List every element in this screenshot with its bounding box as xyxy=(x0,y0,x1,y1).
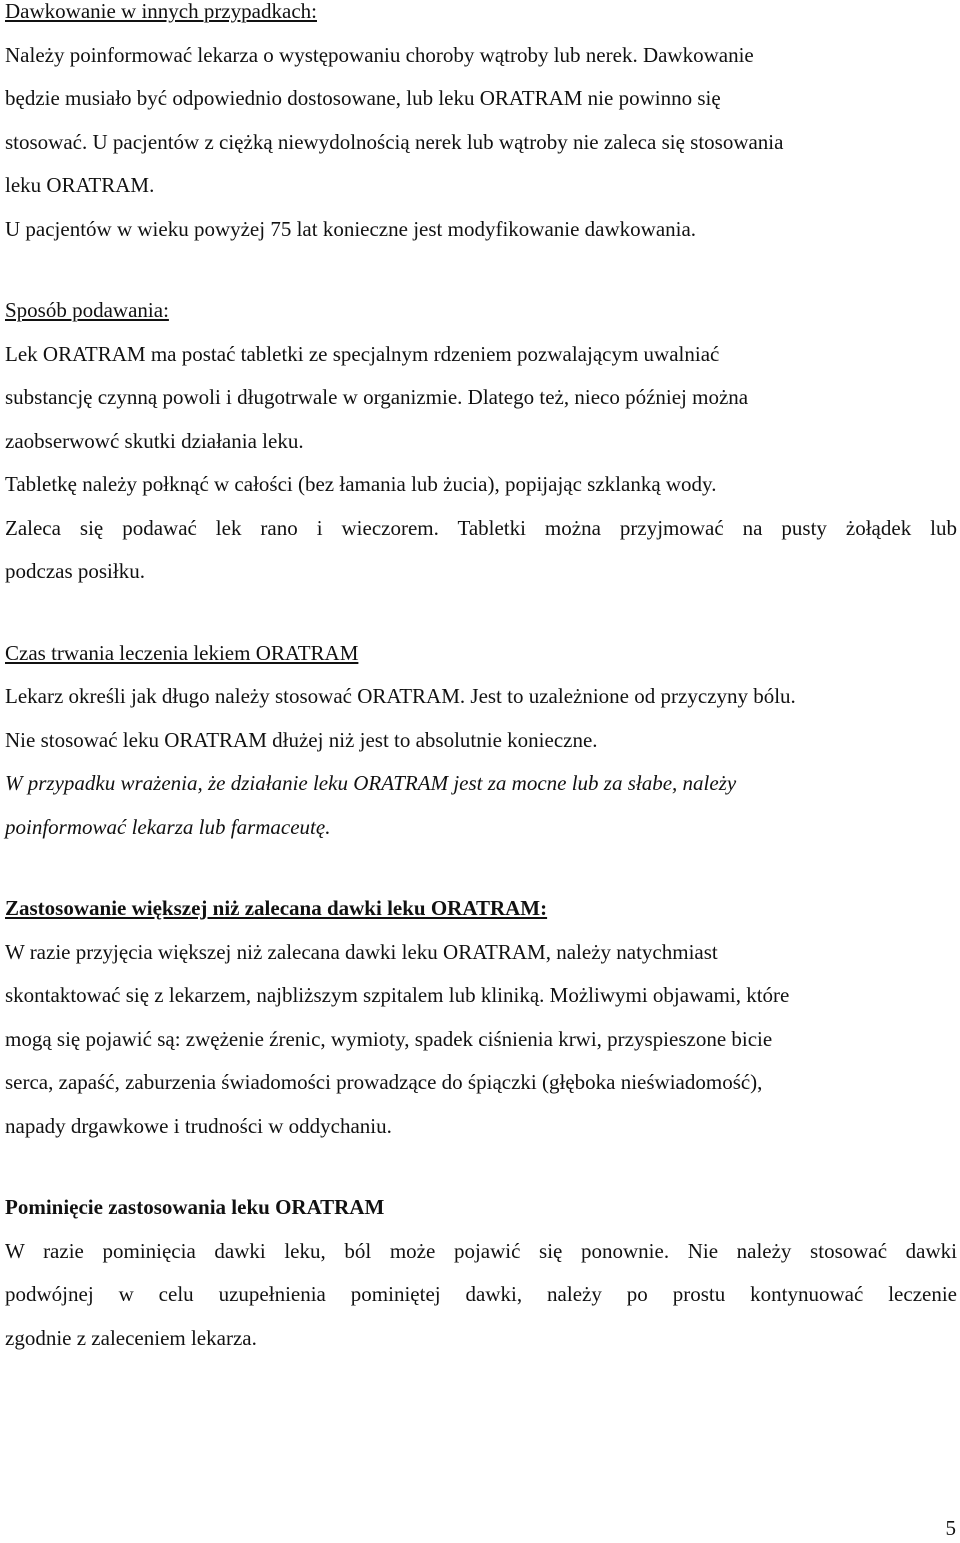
italic-note-line: poinformować lekarza lub farmaceutę. xyxy=(5,814,331,839)
paragraph-line: zgodnie z zaleceniem lekarza. xyxy=(5,1325,257,1350)
paragraph-line: Lek ORATRAM ma postać tabletki ze specjalnym rdzeniem pozwalającym uwalniać xyxy=(5,341,720,366)
paragraph-line: mogą się pojawić są: zwężenie źrenic, wymioty, spadek ciśnienia krwi, przyspieszone bicie xyxy=(5,1026,773,1051)
spacer xyxy=(5,251,957,289)
document-page xyxy=(5,0,957,1360)
paragraph-line: skontaktować się z lekarzem, najbliższym szpitalem lub kliniką. Możliwymi objawami, które xyxy=(5,983,790,1007)
paragraph-line: Zaleca się podawać lek rano i wieczorem. Tabletki można przyjmować na pusty żołądek lub xyxy=(5,515,957,540)
paragraph-line: serca, zapaść, zaburzenia świadomości prowadzące do śpiączki (głęboka nieświadomość), xyxy=(5,1070,763,1094)
paragraph-line: substancję czynną powoli i długotrwale w organizmie. Dlatego też, nieco później można xyxy=(5,385,749,409)
spacer xyxy=(5,849,957,887)
paragraph-line: będzie musiało być odpowiednio dostosowane, lub leku ORATRAM nie powinno się xyxy=(5,86,721,110)
italic-note-line: W przypadku wrażenia, że działanie leku ORATRAM jest za mocne lub za słabe, należy xyxy=(5,771,737,795)
paragraph-line: Lekarz określi jak długo należy stosować ORATRAM. Jest to uzależnione od przyczyny bólu. xyxy=(5,684,796,708)
spacer xyxy=(5,1148,957,1186)
section-heading: Zastosowanie większej niż zalecana dawki leku ORATRAM: xyxy=(5,896,548,920)
paragraph-line: Należy poinformować lekarza o występowaniu choroby wątroby lub nerek. Dawkowanie xyxy=(5,42,754,67)
section-dawkowanie-inne xyxy=(5,0,957,251)
section-heading: Pominięcie zastosowania leku ORATRAM xyxy=(5,1195,385,1219)
paragraph-line: Nie stosować leku ORATRAM dłużej niż jest to absolutnie konieczne. xyxy=(5,727,598,752)
paragraph-line: W razie przyjęcia większej niż zalecana dawki leku ORATRAM, należy natychmiast xyxy=(5,939,718,964)
section-pominiecie xyxy=(5,1186,957,1360)
paragraph-line: stosować. U pacjentów z ciężką niewydolnością nerek lub wątroby nie zaleca się stosowania xyxy=(5,129,784,154)
section-sposob-podawania xyxy=(5,289,957,594)
section-przedawkowanie xyxy=(5,887,957,1148)
paragraph-line: W razie pominięcia dawki leku, ból może pojawić się ponownie. Nie należy stosować dawki xyxy=(5,1238,957,1263)
paragraph-line: podwójnej w celu uzupełnienia pominiętej dawki, należy po prostu kontynuować leczenie xyxy=(5,1282,957,1306)
spacer xyxy=(5,594,957,632)
section-heading: Sposób podawania: xyxy=(5,298,169,322)
paragraph-line: leku ORATRAM. xyxy=(5,173,155,197)
paragraph-line: zaobserwowć skutki działania leku. xyxy=(5,428,304,453)
page-number: 5 xyxy=(945,1516,956,1540)
paragraph-line: podczas posiłku. xyxy=(5,559,145,583)
section-heading: Dawkowanie w innych przypadkach: xyxy=(5,0,317,23)
paragraph-line: napady drgawkowe i trudności w oddychaniu. xyxy=(5,1113,392,1138)
section-czas-trwania xyxy=(5,632,957,850)
section-heading: Czas trwania leczenia lekiem ORATRAM xyxy=(5,640,359,665)
paragraph-line: Tabletkę należy połknąć w całości (bez łamania lub żucia), popijając szklanką wody. xyxy=(5,472,717,496)
paragraph-line: U pacjentów w wieku powyżej 75 lat konieczne jest modyfikowanie dawkowania. xyxy=(5,216,697,241)
